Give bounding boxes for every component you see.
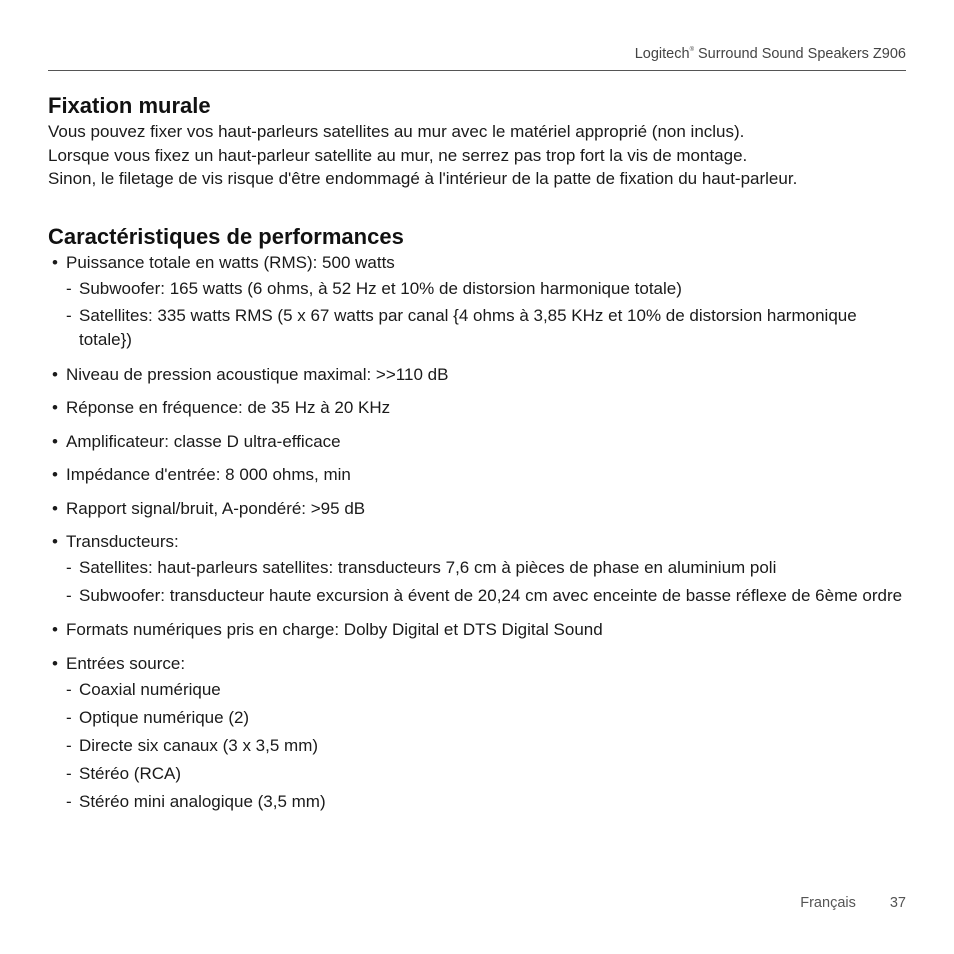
dash-icon: - <box>66 306 72 325</box>
spec-item <box>48 430 914 453</box>
spec-text: Rapport signal/bruit, A-pondéré: >95 dB <box>66 498 366 518</box>
paragraph <box>48 120 914 191</box>
section-performances <box>48 223 914 814</box>
spec-sub-item: - Directe six canaux (3 x 3,5 mm) <box>66 734 914 758</box>
dash-icon: - <box>66 791 72 811</box>
bullet-icon: • <box>52 620 58 639</box>
spec-sub-item: - Satellites: 335 watts RMS (5 x 67 watts par canal {4 ohms à 3,85 KHz et 10% de distorsion harmonique totale}) <box>66 306 857 349</box>
bullet-icon: • <box>52 252 58 272</box>
bullet-icon: • <box>52 465 58 484</box>
dash-icon: - <box>66 763 72 783</box>
page-header <box>48 46 906 71</box>
spec-item <box>48 463 914 486</box>
spec-sub-list <box>66 556 914 608</box>
spec-sub-list <box>66 678 914 814</box>
page-footer <box>800 895 906 911</box>
bullet-icon: • <box>52 653 58 673</box>
spec-item <box>48 251 914 353</box>
dash-icon: - <box>66 585 72 605</box>
section-fixation-murale <box>48 92 914 191</box>
spec-item <box>48 530 914 608</box>
spec-sub-item: - Subwoofer: transducteur haute excursion à évent de 20,24 cm avec enceinte de basse réflexe de 6ème ordre <box>66 584 914 608</box>
paragraph-line: Vous pouvez fixer vos haut-parleurs satellites au mur avec le matériel approprié (non inclus). <box>48 122 745 141</box>
section-title: Fixation murale <box>48 93 211 118</box>
paragraph-line: Lorsque vous fixez un haut-parleur satellite au mur, ne serrez pas trop fort la vis de montage. <box>48 145 748 165</box>
spec-item <box>48 396 914 419</box>
page-number: 37 <box>889 895 906 911</box>
spec-text: Formats numériques pris en charge: Dolby Digital et DTS Digital Sound <box>66 620 603 639</box>
spec-sub-list <box>66 277 914 353</box>
spec-text: Impédance d'entrée: 8 000 ohms, min <box>66 465 351 484</box>
spec-item <box>48 497 914 520</box>
bullet-icon: • <box>52 498 58 518</box>
spec-text: Amplificateur: classe D ultra-efficace <box>66 431 341 451</box>
trademark-symbol: ® <box>689 47 694 53</box>
spec-text: Entrées source: <box>66 653 186 673</box>
spec-sub-item: - Satellites: haut-parleurs satellites: transducteurs 7,6 cm à pièces de phase en aluminium poli <box>66 556 914 580</box>
spec-item <box>48 652 914 814</box>
bullet-icon: • <box>52 431 58 451</box>
bullet-icon: • <box>52 398 58 417</box>
dash-icon: - <box>66 707 72 727</box>
spec-item <box>48 363 914 386</box>
dash-icon: - <box>66 735 72 755</box>
spec-sub-item: - Stéréo mini analogique (3,5 mm) <box>66 790 914 814</box>
bullet-icon: • <box>52 364 58 384</box>
spec-text: Réponse en fréquence: de 35 Hz à 20 KHz <box>66 398 391 417</box>
page-content <box>48 92 914 824</box>
dash-icon: - <box>66 278 72 298</box>
spec-text: Transducteurs: <box>66 532 179 551</box>
spec-text: Puissance totale en watts (RMS): 500 watts <box>66 252 395 272</box>
spec-text: Niveau de pression acoustique maximal: >>110 dB <box>66 364 449 384</box>
spec-list <box>48 251 914 814</box>
spec-sub-item: - Optique numérique (2) <box>66 706 914 730</box>
spec-sub-item: - Subwoofer: 165 watts (6 ohms, à 52 Hz et 10% de distorsion harmonique totale) <box>66 277 914 301</box>
brand-name: Logitech <box>634 46 690 62</box>
spec-sub-item: - Stéréo (RCA) <box>66 762 914 786</box>
spec-item <box>48 618 914 641</box>
paragraph-line: Sinon, le filetage de vis risque d'être endommagé à l'intérieur de la patte de fixation du haut-parleur. <box>48 169 798 188</box>
bullet-icon: • <box>52 532 58 551</box>
footer-language: Français <box>800 895 856 911</box>
section-title: Caractéristiques de performances <box>48 223 404 249</box>
dash-icon: - <box>66 558 72 577</box>
dash-icon: - <box>66 679 72 699</box>
spec-sub-item: - Coaxial numérique <box>66 678 914 702</box>
product-name: Surround Sound Speakers Z906 <box>698 46 906 62</box>
